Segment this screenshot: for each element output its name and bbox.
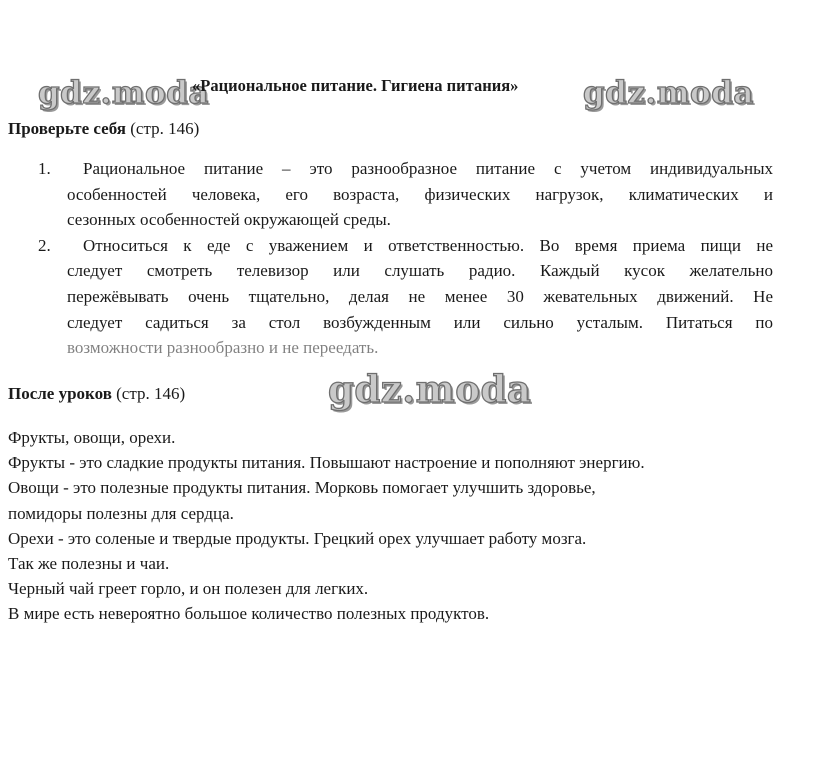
text-line: следует садиться за стол возбужденным или сильно усталым. Питаться по bbox=[67, 312, 773, 332]
watermark-logo: gdz.moda bbox=[38, 75, 209, 111]
list-item bbox=[0, 233, 814, 361]
text-line: Так же полезны и чаи. bbox=[8, 554, 170, 574]
section-heading-check-yourself bbox=[8, 119, 199, 139]
text-line: Овощи - это полезные продукты питания. Морковь помогает улучшить здоровье, bbox=[8, 478, 596, 498]
page-reference: (стр. 146) bbox=[116, 384, 186, 403]
text-line: помидоры полезны для сердца. bbox=[8, 503, 234, 523]
text-line: Орехи - это соленые и твердые продукты. Грецкий орех улучшает работу мозга. bbox=[8, 528, 587, 548]
text-line: Фрукты, овощи, орехи. bbox=[8, 428, 176, 447]
text-line: возможности разнообразно и не переедать. bbox=[67, 338, 379, 358]
numbered-answer-list bbox=[0, 156, 814, 361]
text-line: особенностей человека, его возраста, физических нагрузок, климатических и bbox=[67, 184, 773, 204]
text-line: сезонных особенностей окружающей среды. bbox=[67, 210, 391, 230]
list-number: 1. bbox=[38, 159, 51, 178]
text-line: В мире есть невероятно большое количество полезных продуктов. bbox=[8, 604, 490, 624]
answer-paragraph bbox=[8, 425, 645, 627]
section-heading-label: Проверьте себя bbox=[8, 119, 126, 138]
page-reference: (стр. 146) bbox=[130, 119, 200, 138]
watermark-logo: gdz.moda bbox=[583, 75, 754, 111]
text-line: следует смотреть телевизор или слушать радио. Каждый кусок желательно bbox=[67, 261, 773, 281]
section-heading-after-lessons bbox=[8, 384, 185, 404]
text-line: Фрукты - это сладкие продукты питания. Повышают настроение и пополняют энергию. bbox=[8, 453, 645, 473]
text-line: пережёвывать очень тщательно, делая не менее 30 жевательных движений. Не bbox=[67, 286, 773, 306]
list-number: 2. bbox=[38, 235, 51, 255]
text-line: Относиться к еде с уважением и ответственностью. Во время приема пищи не bbox=[83, 235, 773, 255]
text-line: Черный чай греет горло, и он полезен для легких. bbox=[8, 579, 369, 599]
watermark-logo: gdz.moda bbox=[328, 367, 532, 411]
text-line: Рациональное питание – это разнообразное питание с учетом индивидуальных bbox=[83, 159, 773, 178]
list-item bbox=[0, 156, 814, 233]
section-heading-label: После уроков bbox=[8, 384, 112, 403]
page-title: «Рациональное питание. Гигиена питания» bbox=[192, 76, 519, 95]
